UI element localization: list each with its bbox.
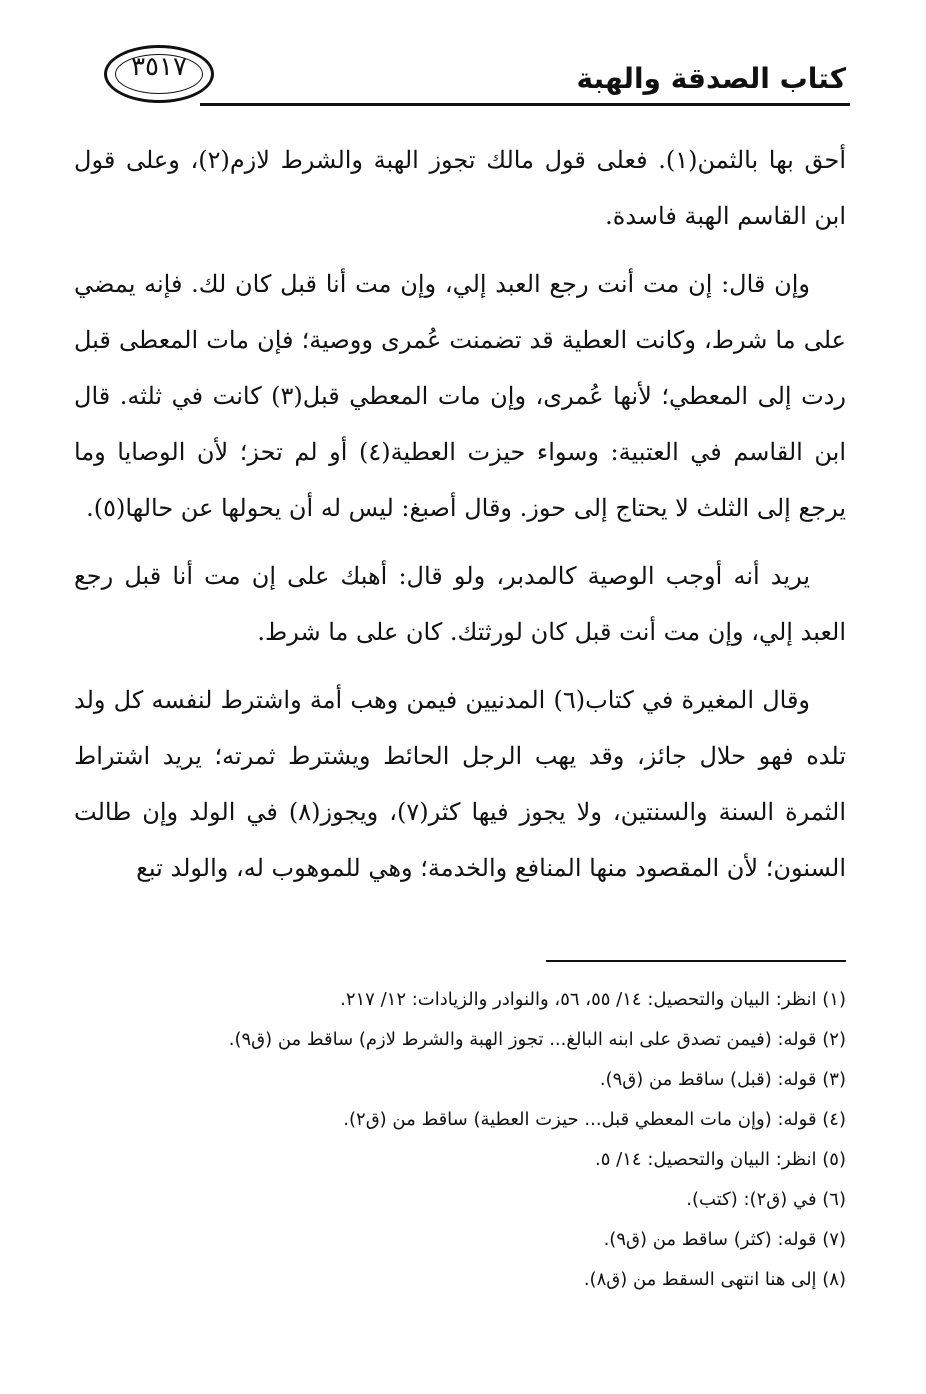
footnotes (74, 980, 846, 1300)
main-text (74, 132, 846, 908)
paragraph: وقال المغيرة في كتاب(٦) المدنيين فيمن وهب أمة واشترط لنفسه كل ولد تلده فهو حلال جائز، وقد يهب الرجل الحائط ويشترط ثمرته؛ يريد اشتراط الثمرة السنة والسنتين، ولا يجوز فيها كثر(٧)، ويجوز(٨) في الولد وإن طالت السنون؛ لأن المقصود منها المنافع والخدمة؛ وهي للموهوب له، والولد تبع (74, 686, 846, 882)
paragraph: يريد أنه أوجب الوصية كالمدبر، ولو قال: أهبك على إن مت أنا قبل رجع العبد إلي، وإن مت أنت قبل كان لورثتك. كان على ما شرط. (74, 562, 846, 646)
footnote: (٢) قوله: (فيمن تصدق على ابنه البالغ... تجوز الهبة والشرط لازم) ساقط من (ق٩). (228, 1029, 846, 1050)
footnote: (٥) انظر: البيان والتحصيل: ١٤/ ٥. (595, 1149, 846, 1170)
footnote: (٤) قوله: (وإن مات المعطي قبل... حيزت العطية) ساقط من (ق٢). (343, 1109, 846, 1130)
footnote: (٧) قوله: (كثر) ساقط من (ق٩). (603, 1229, 846, 1250)
header-rule (200, 103, 850, 106)
paragraph: وإن قال: إن مت أنت رجع العبد إلي، وإن مت أنا قبل كان لك. فإنه يمضي على ما شرط، وكانت العطية قد تضمنت عُمرى ووصية؛ فإن مات المعطى قبل ردت إلى المعطي؛ لأنها عُمرى، وإن مات المعطي قبل(٣) كانت في ثلثه. قال ابن القاسم في العتبية: وسواء حيزت العطية(٤) أو لم تحز؛ لأن الوصايا وما يرجع إلى الثلث لا يحتاج إلى حوز. وقال أصبغ: ليس له أن يحولها عن حالها(٥). (74, 270, 846, 522)
page-number: ٣٥١٧ (131, 52, 187, 82)
footnote-separator (546, 960, 846, 962)
footnote: (٨) إلى هنا انتهى السقط من (ق٨). (583, 1269, 846, 1290)
footnote: (٦) في (ق٢): (كتب). (686, 1189, 846, 1210)
footnote: (٣) قوله: (قبل) ساقط من (ق٩). (599, 1069, 846, 1090)
footnote: (١) انظر: البيان والتحصيل: ١٤/ ٥٥، ٥٦، والنوادر والزيادات: ١٢/ ٢١٧. (340, 989, 846, 1010)
paragraph: أحق بها بالثمن(١). فعلى قول مالك تجوز الهبة والشرط لازم(٢)، وعلى قول ابن القاسم الهبة فاسدة. (74, 146, 846, 230)
running-title: كتاب الصدقة والهبة (576, 62, 846, 95)
